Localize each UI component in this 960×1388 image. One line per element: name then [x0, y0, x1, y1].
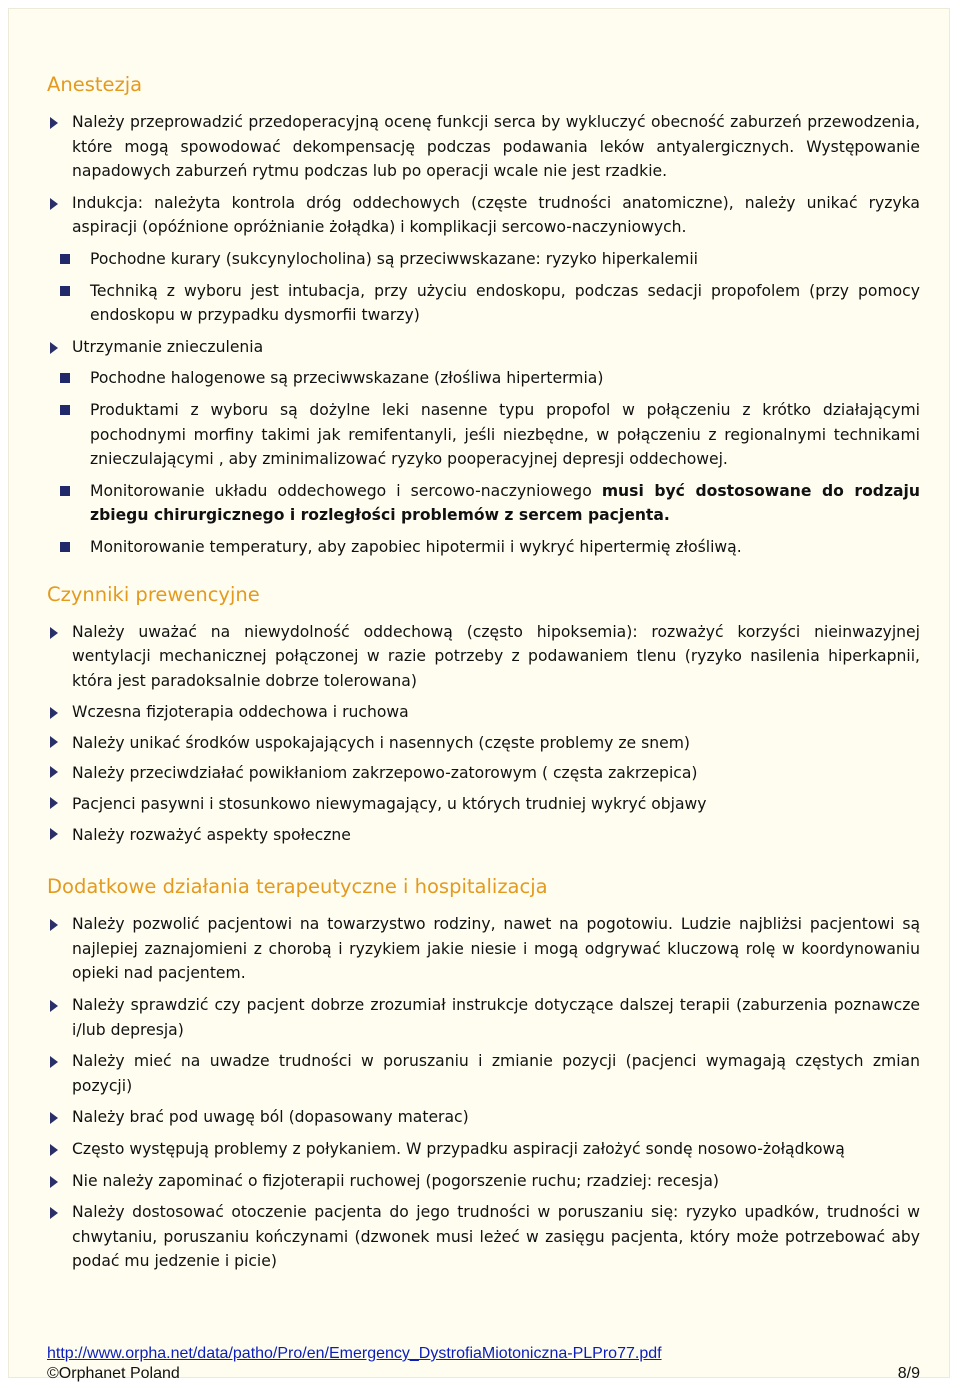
arrow-bullet-icon [50, 797, 58, 809]
arrow-bullet-icon [50, 1000, 58, 1012]
page-number: 8/9 [897, 1365, 920, 1382]
square-bullet-icon [60, 254, 70, 264]
list-item: Pacjenci pasywni i stosunkowo niewymagający, u których trudniej wykryć objawy [47, 792, 920, 817]
square-bullet-icon [60, 405, 70, 415]
list-item: Należy unikać środków uspokajających i nasennych (częste problemy ze snem) [47, 731, 920, 756]
list-item: Należy rozważyć aspekty społeczne [47, 823, 920, 848]
sub-list-item: Produktami z wyboru są dożylne leki nasenne typu propofol w połączeniu z krótko działającymi pochodnymi morfiny takimi jak remifentanyli, jeśli niezbędne, w połączeniu z regionalnymi technikami znieczulającymi , aby zminimalizować ryzyko pooperacyjnej depresji oddechowej. [60, 398, 920, 472]
list-item: Nie należy zapominać o fizjoterapii ruchowej (pogorszenie ruchu; rzadziej: recesja) [47, 1169, 920, 1194]
list-item: Należy brać pod uwagę ból (dopasowany materac) [47, 1105, 920, 1130]
page-footer [47, 1344, 920, 1384]
list-item: Utrzymanie znieczulenia Pochodne halogenowe są przeciwwskazane (złośliwa hipertermia) Produktami z wyboru są dożylne leki nasenne typu propofol w połączeniu z krótko działającymi pochodnymi morfiny takimi jak remifentanyli, jeśli niezbędne, w połączeniu z regionalnymi technikami znieczulającymi , aby zminimalizować ryzyko pooperacyjnej depresji oddechowej. Monitorowanie układu oddechowego i sercowo-naczyniowego musi być dostosowane do rodzaju zbiegu chirurgicznego i rozległości problemów z sercem pacjenta. Monitorowanie temperatury, aby zapobiec hipotermii i wykryć hipertermię złośliwą. [47, 335, 920, 560]
list-item: Wczesna fizjoterapia oddechowa i ruchowa [47, 700, 920, 725]
section-title-dodatkowe: Dodatkowe działania terapeutyczne i hospitalizacja [47, 875, 548, 899]
arrow-bullet-icon [50, 766, 58, 778]
square-bullet-icon [60, 486, 70, 496]
arrow-bullet-icon [50, 736, 58, 748]
sub-list-item: Monitorowanie temperatury, aby zapobiec hipotermii i wykryć hipertermię złośliwą. [60, 535, 920, 560]
list-item: Indukcja: należyta kontrola dróg oddechowych (częste trudności anatomiczne), należy unikać ryzyka aspiracji (opóźnione opróżnianie żołądka) i komplikacji sercowo-naczyniowych. Pochodne kurary (sukcynylocholina) są przeciwwskazane: ryzyko hiperkalemii Techniką z wyboru jest intubacja, przy użyciu endoskopu, podczas sedacji propofolem (przy pomocy endoskopu w przypadku dysmorfii twarzy) [47, 191, 920, 328]
arrow-bullet-icon [50, 198, 58, 210]
arrow-bullet-icon [50, 1112, 58, 1124]
sub-list-item: Techniką z wyboru jest intubacja, przy użyciu endoskopu, podczas sedacji propofolem (przy pomocy endoskopu w przypadku dysmorfii twarzy) [60, 279, 920, 328]
list-item: Należy mieć na uwadze trudności w poruszaniu i zmianie pozycji (pacjenci wymagają częstych zmian pozycji) [47, 1049, 920, 1098]
sub-list-item: Monitorowanie układu oddechowego i sercowo-naczyniowego musi być dostosowane do rodzaju zbiegu chirurgicznego i rozległości problemów z sercem pacjenta. [60, 479, 920, 528]
maintenance-sublist [60, 366, 920, 559]
document-content [47, 72, 920, 1274]
induction-sublist [60, 247, 920, 328]
list-item: Często występują problemy z połykaniem. W przypadku aspiracji założyć sondę nosowo-żołądkową [47, 1137, 920, 1162]
emphasis-text: musi być dostosowane do rodzaju zbiegu chirurgicznego i rozległości problemów z sercem pacjenta. [90, 481, 920, 525]
dodatkowe-list [47, 912, 920, 1274]
arrow-bullet-icon [50, 1056, 58, 1068]
list-item: Należy dostosować otoczenie pacjenta do jego trudności w poruszaniu się: ryzyko upadków, trudności w chwytaniu, poruszaniu kończynami (dzwonek musi leżeć w zasięgu pacjenta, który może potrzebować aby podać mu jedzenie i picie) [47, 1200, 920, 1274]
arrow-bullet-icon [50, 1176, 58, 1188]
copyright-text: ©Orphanet Poland [47, 1365, 180, 1382]
arrow-bullet-icon [50, 828, 58, 840]
section-title-czynniki: Czynniki prewencyjne [47, 582, 260, 606]
section-title-anestezja: Anestezja [47, 73, 143, 96]
anestezja-list [47, 110, 920, 560]
czynniki-list [47, 620, 920, 848]
source-link[interactable]: http://www.orpha.net/data/patho/Pro/en/Emergency_DystrofiaMiotoniczna-PLPro77.pdf [47, 1345, 662, 1362]
square-bullet-icon [60, 542, 70, 552]
arrow-bullet-icon [50, 1144, 58, 1156]
arrow-bullet-icon [50, 117, 58, 129]
list-item: Należy przeprowadzić przedoperacyjną ocenę funkcji serca by wykluczyć obecność zaburzeń przewodzenia, które mogą spowodować dekompensację podczas podawania leków antyalergicznych. Występowanie napadowych zaburzeń rytmu podczas lub po operacji wcale nie jest rzadkie. [47, 110, 920, 184]
list-item: Należy sprawdzić czy pacjent dobrze zrozumiał instrukcje dotyczące dalszej terapii (zaburzenia poznawcze i/lub depresja) [47, 993, 920, 1042]
arrow-bullet-icon [50, 707, 58, 719]
arrow-bullet-icon [50, 919, 58, 931]
list-item: Należy pozwolić pacjentowi na towarzystwo rodziny, nawet na pogotowiu. Ludzie najbliżsi pacjentowi są najlepiej zaznajomieni z chorobą i ryzykiem jakie niesie i mogą odgrywać kluczową rolę w koordynowaniu opieki nad pacjentem. [47, 912, 920, 986]
list-item: Należy przeciwdziałać powikłaniom zakrzepowo-zatorowym ( częsta zakrzepica) [47, 761, 920, 786]
square-bullet-icon [60, 286, 70, 296]
square-bullet-icon [60, 373, 70, 383]
sub-list-item: Pochodne kurary (sukcynylocholina) są przeciwwskazane: ryzyko hiperkalemii [60, 247, 920, 272]
arrow-bullet-icon [50, 627, 58, 639]
sub-list-item: Pochodne halogenowe są przeciwwskazane (złośliwa hipertermia) [60, 366, 920, 391]
arrow-bullet-icon [50, 342, 58, 354]
list-item: Należy uważać na niewydolność oddechową (często hipoksemia): rozważyć korzyści nieinwazyjnej wentylacji mechanicznej połączonej w razie potrzeby z podawaniem tlenu (ryzyko nasilenia hiperkapnii, która jest paradoksalnie dobrze tolerowana) [47, 620, 920, 694]
arrow-bullet-icon [50, 1207, 58, 1219]
